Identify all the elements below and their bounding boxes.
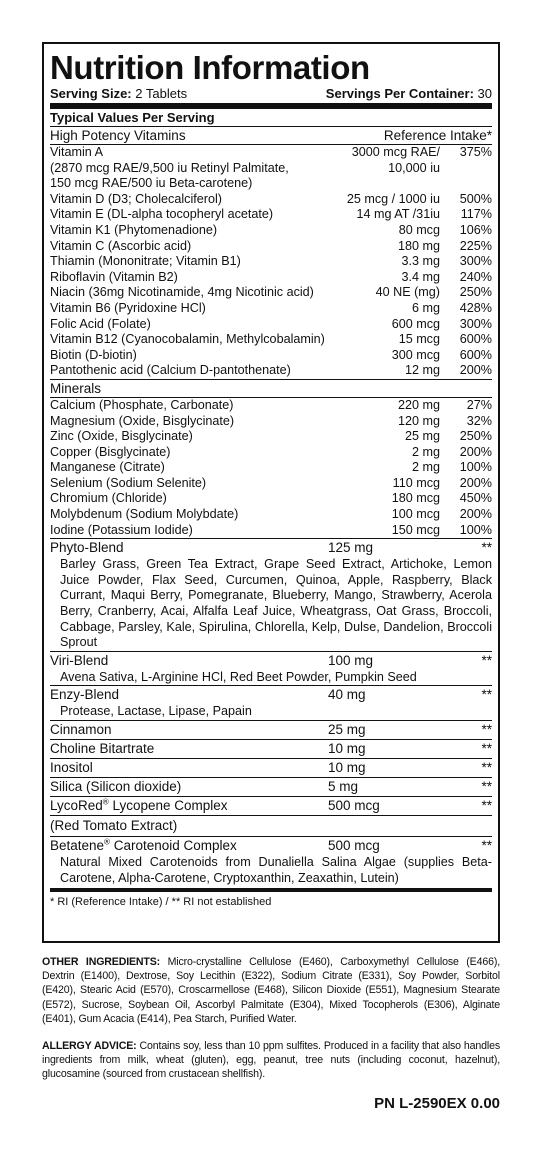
nutrient-amount: 180 mg — [397, 238, 440, 253]
nutrient-ri: 27% — [466, 397, 492, 412]
blend-description: Avena Sativa, L-Arginine HCl, Red Beet Powder, Pumpkin Seed — [60, 669, 417, 684]
nutrient-amount: 12 mg — [404, 363, 440, 378]
nutrient-ri: 240% — [459, 269, 492, 284]
minerals-list — [50, 398, 492, 538]
nutrient-ri: 200% — [459, 363, 492, 378]
blend-name: Silica (Silicon dioxide) — [50, 779, 182, 794]
allergy-advice: ALLERGY ADVICE: Contains soy, less than 10 ppm sulfites. Produced in a facility that also handles ingredients from milk, wheat (gluten), egg, peanut, tree nuts (including coconut, hazelnut), glucosamine (sourced from crustacean shellfish). — [42, 1040, 500, 1081]
blend-row — [50, 539, 492, 557]
mineral-row — [50, 460, 492, 476]
blend-amount: 10 mg — [328, 760, 366, 775]
blend-ri: ** — [481, 652, 492, 668]
nutrient-ri: 375% — [459, 145, 492, 159]
vitamin-row — [50, 348, 492, 364]
nutrient-name: Vitamin B12 (Cyanocobalamin, Methylcobalamin) — [50, 332, 325, 347]
nutrient-ri: 428% — [459, 300, 492, 315]
nutrient-ri: 32% — [466, 413, 492, 428]
nutrient-ri — [440, 161, 492, 177]
nutrient-ri: 200% — [459, 507, 492, 522]
lycored-row: LycoRed® Lycopene Complex 500 mcg ** — [50, 797, 492, 813]
vitamin-row — [50, 301, 492, 317]
vitamin-row — [50, 176, 492, 192]
nutrient-amount: 15 mcg — [398, 332, 440, 347]
nutrient-name: Copper (Bisglycinate) — [50, 444, 171, 459]
blend-name: Inositol — [50, 760, 93, 775]
vitamins-heading: High Potency Vitamins — [50, 128, 186, 143]
nutrient-ri: 200% — [459, 444, 492, 459]
nutrient-amount: 100 mcg — [391, 507, 440, 522]
nutrient-name: Pantothenic acid (Calcium D-pantothenate) — [50, 363, 291, 378]
nutrient-ri: 117% — [460, 207, 492, 222]
blend-description: Protease, Lactase, Lipase, Papain — [60, 704, 252, 719]
nutrient-amount: 25 mg — [404, 429, 440, 444]
nutrient-name: Vitamin D (D3; Cholecalciferol) — [50, 191, 222, 206]
lycored-sub: (Red Tomato Extract) — [50, 818, 178, 833]
mineral-row — [50, 429, 492, 445]
nutrient-ri: 250% — [459, 429, 492, 444]
blend-row — [50, 740, 492, 758]
nutrient-name: (2870 mcg RAE/9,500 iu Retinyl Palmitate, — [50, 160, 289, 175]
vitamin-row — [50, 317, 492, 333]
nutrition-panel — [42, 42, 500, 943]
nutrient-amount: 3.3 mg — [401, 254, 440, 269]
nutrient-name: Vitamin E (DL-alpha tocopheryl acetate) — [50, 207, 274, 222]
nutrient-ri: 106% — [459, 222, 492, 237]
blend-row — [50, 759, 492, 777]
mineral-row — [50, 476, 492, 492]
blend-amount: 25 mg — [328, 722, 366, 737]
mineral-row — [50, 414, 492, 430]
nutrient-name: Manganese (Citrate) — [50, 460, 165, 475]
mineral-row — [50, 491, 492, 507]
nutrient-amount: 2 mg — [412, 460, 440, 475]
vitamin-row — [50, 332, 492, 348]
typical-values-heading: Typical Values Per Serving — [50, 110, 215, 125]
blend-row — [50, 652, 492, 670]
nutrient-name: Folic Acid (Folate) — [50, 316, 151, 331]
serving-size: Serving Size: 2 Tablets — [50, 86, 188, 101]
vitamins-list — [50, 145, 492, 379]
nutrient-amount: 3.4 mg — [401, 269, 440, 284]
ri-heading: Reference Intake* — [383, 128, 492, 143]
nutrient-name: Thiamin (Mononitrate; Vitamin B1) — [50, 254, 241, 269]
blend-description: Barley Grass, Green Tea Extract, Grape Seed Extract, Artichoke, Lemon Juice Powder, Flax Seed, Curcumen, Quinoa, Apple, Raspberry, Black Currant, Maqui Berry, Pomegranate, Blueberry, Mango, Strawberry, Acerola Berry, Cranberry, Acai, Alfalfa Leaf Juice, Wheatgrass, Oat Grass, Broccoli, Cabbage, Parsley, Kale, Spirulina, Chlorella, Kelp, Dulse, Dandelion, Broccoli Sprout — [60, 557, 492, 650]
footnote: * RI (Reference Intake) / ** RI not established — [50, 896, 272, 909]
nutrient-amount — [328, 176, 440, 192]
nutrient-ri: 100% — [459, 460, 492, 475]
nutrient-amount: 80 mcg — [398, 222, 440, 237]
nutrient-amount: 6 mg — [412, 300, 440, 315]
nutrient-amount: 150 mcg — [391, 522, 440, 537]
nutrient-ri: 100% — [459, 522, 492, 537]
nutrient-ri — [440, 176, 492, 192]
other-ingredients: OTHER INGREDIENTS: Micro-crystalline Cellulose (E460), Carboxymethyl Cellulose (E466), Dextrin (E1400), Dextrose, Soy Lecithin (E322), Sodium Citrate (E331), Soy Powder, Sorbitol (E420), Stearic Acid (E570), Croscarmellose (E468), Silicon Dioxide (E551), Magnesium Stearate (E572), Sucrose, Soybean Oil, Ascorbyl Palmitate (E304), Mixed Tocopherols (E306), Alginate (E401), Gum Acacia (E414), Pea Starch, Purified Water. — [42, 956, 500, 1025]
betatene-description: Natural Mixed Carotenoids from Dunaliella Salina Algae (supplies Beta-Carotene, Alpha-Carotene, Cryptoxanthin, Zeaxathin, Lutein) — [60, 855, 492, 885]
nutrient-amount: 2 mg — [412, 444, 440, 459]
vitamin-row — [50, 270, 492, 286]
nutrient-name: 150 mcg RAE/500 iu Beta-carotene) — [50, 176, 253, 191]
nutrient-name: Riboflavin (Vitamin B2) — [50, 269, 178, 284]
nutrient-name: Chromium (Chloride) — [50, 491, 167, 506]
nutrient-ri: 250% — [459, 285, 492, 300]
blend-ri: ** — [481, 779, 492, 794]
nutrient-name: Calcium (Phosphate, Carbonate) — [50, 397, 234, 412]
nutrient-name: Vitamin B6 (Pyridoxine HCl) — [50, 300, 206, 315]
part-number: PN L-2590EX 0.00 — [374, 1095, 500, 1112]
vitamin-row — [50, 223, 492, 239]
vitamin-row — [50, 207, 492, 223]
nutrient-name: Selenium (Sodium Selenite) — [50, 475, 207, 490]
nutrient-name: Vitamin A — [50, 145, 103, 159]
nutrient-amount: 40 NE (mg) — [375, 285, 440, 300]
nutrient-name: Magnesium (Oxide, Bisglycinate) — [50, 413, 235, 428]
vitamin-row — [50, 254, 492, 270]
nutrient-ri: 200% — [459, 475, 492, 490]
blend-amount: 40 mg — [328, 687, 366, 703]
nutrient-amount: 300 mcg — [391, 347, 440, 362]
blend-ri: ** — [481, 687, 492, 703]
vitamin-row — [50, 239, 492, 255]
servings-per-container: Servings Per Container: 30 — [325, 86, 492, 101]
blend-name: Viri-Blend — [50, 652, 109, 668]
blend-name: Choline Bitartrate — [50, 741, 155, 756]
nutrient-amount: 10,000 iu — [388, 160, 440, 175]
nutrient-amount: 600 mcg — [391, 316, 440, 331]
mineral-row — [50, 398, 492, 414]
vitamin-row — [50, 363, 492, 379]
blend-name: Cinnamon — [50, 722, 112, 737]
nutrient-name: Zinc (Oxide, Bisglycinate) — [50, 429, 193, 444]
mineral-row — [50, 523, 492, 539]
nutrient-ri: 300% — [459, 316, 492, 331]
blend-row — [50, 778, 492, 796]
nutrient-ri: 300% — [459, 254, 492, 269]
nutrient-name: Vitamin C (Ascorbic acid) — [50, 238, 192, 253]
blend-ri: ** — [481, 741, 492, 756]
nutrient-amount: 14 mg AT /31iu — [356, 207, 440, 222]
blends-list — [50, 539, 492, 797]
nutrient-amount: 25 mcg / 1000 iu — [346, 191, 440, 206]
nutrient-name: Biotin (D-biotin) — [50, 347, 137, 362]
nutrient-amount: 120 mg — [397, 413, 440, 428]
blend-row — [50, 721, 492, 739]
nutrient-ri: 600% — [459, 347, 492, 362]
mineral-row — [50, 445, 492, 461]
nutrient-name: Vitamin K1 (Phytomenadione) — [50, 222, 218, 237]
vitamins-header — [50, 127, 492, 144]
nutrient-amount: 220 mg — [397, 397, 440, 412]
nutrient-amount: 110 mcg — [392, 475, 440, 490]
nutrient-amount: 180 mcg — [391, 491, 440, 506]
betatene-row: Betatene® Carotenoid Complex 500 mcg ** — [50, 837, 492, 853]
nutrient-ri: 500% — [459, 191, 492, 206]
mineral-row — [50, 507, 492, 523]
nutrient-name: Molybdenum (Sodium Molybdate) — [50, 507, 239, 522]
blend-amount: 100 mg — [328, 652, 374, 668]
blend-ri: ** — [481, 760, 492, 775]
panel-title: Nutrition Information — [50, 49, 370, 86]
nutrient-amount: 3000 mcg RAE/ — [351, 145, 440, 159]
blend-name: Enzy-Blend — [50, 687, 120, 703]
nutrient-name: Niacin (36mg Nicotinamide, 4mg Nicotinic acid) — [50, 285, 314, 300]
blend-name: Phyto-Blend — [50, 540, 124, 556]
vitamin-row — [50, 285, 492, 301]
blend-amount: 5 mg — [328, 779, 359, 794]
nutrient-ri: 225% — [459, 238, 492, 253]
vitamin-row — [50, 145, 492, 161]
minerals-heading: Minerals — [50, 380, 102, 396]
vitamin-row — [50, 161, 492, 177]
blend-amount: 125 mg — [328, 540, 374, 556]
blend-ri: ** — [481, 540, 492, 556]
serving-line — [50, 86, 492, 103]
nutrient-ri: 450% — [459, 491, 492, 506]
blend-amount: 10 mg — [328, 741, 366, 756]
vitamin-row — [50, 192, 492, 208]
nutrient-name: Iodine (Potassium Iodide) — [50, 522, 193, 537]
blend-row — [50, 686, 492, 704]
nutrient-ri: 600% — [459, 332, 492, 347]
blend-ri: ** — [481, 722, 492, 737]
